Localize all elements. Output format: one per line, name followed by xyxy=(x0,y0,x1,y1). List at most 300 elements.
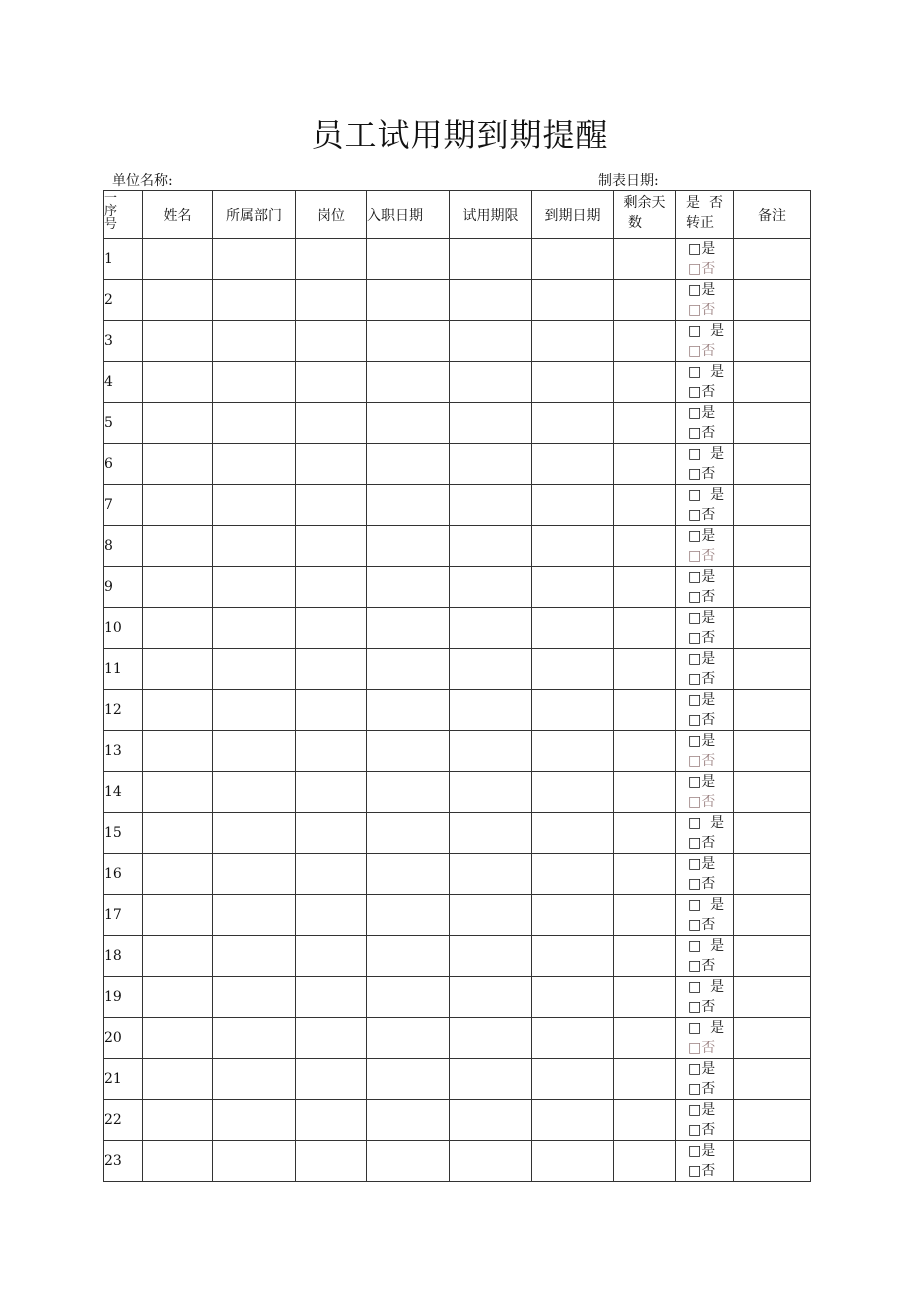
row-number: 1 xyxy=(104,239,143,280)
probation-cell[interactable] xyxy=(450,1059,532,1100)
post-cell[interactable] xyxy=(296,977,367,1018)
confirm-status-cell xyxy=(676,1141,734,1182)
department-cell[interactable] xyxy=(213,567,296,608)
name-cell[interactable] xyxy=(143,567,213,608)
row-number: 10 xyxy=(104,608,143,649)
post-cell[interactable] xyxy=(296,936,367,977)
probation-cell[interactable] xyxy=(450,649,532,690)
department-cell[interactable] xyxy=(213,977,296,1018)
name-cell[interactable] xyxy=(143,403,213,444)
expire-date-cell[interactable] xyxy=(532,895,614,936)
table-row xyxy=(104,772,811,813)
post-cell[interactable] xyxy=(296,854,367,895)
hire-date-cell[interactable] xyxy=(367,1018,450,1059)
remark-cell[interactable] xyxy=(734,813,811,854)
checkbox-yes[interactable]: □是 xyxy=(688,241,716,257)
row-number: 19 xyxy=(104,977,143,1018)
expire-date-cell[interactable] xyxy=(532,936,614,977)
hire-date-cell[interactable] xyxy=(367,567,450,608)
department-cell[interactable] xyxy=(213,772,296,813)
checkbox-no[interactable]: □否 xyxy=(688,1163,716,1179)
remaining-days-cell[interactable] xyxy=(614,854,676,895)
checkbox-yes[interactable]: □是 xyxy=(688,774,716,790)
remaining-days-cell[interactable] xyxy=(614,977,676,1018)
hire-date-cell[interactable] xyxy=(367,813,450,854)
checkbox-no[interactable]: □否 xyxy=(688,384,716,400)
expire-date-cell[interactable] xyxy=(532,1018,614,1059)
checkbox-yes[interactable]: □ 是 xyxy=(688,815,725,831)
hire-date-cell[interactable] xyxy=(367,1059,450,1100)
remaining-days-cell[interactable] xyxy=(614,1059,676,1100)
table-row xyxy=(104,321,811,362)
header-remark: 备注 xyxy=(734,191,811,239)
name-cell[interactable] xyxy=(143,649,213,690)
department-cell[interactable] xyxy=(213,1059,296,1100)
header-seq-mark: 一 xyxy=(104,191,118,206)
table-row xyxy=(104,895,811,936)
checkbox-yes[interactable]: □是 xyxy=(688,1143,716,1159)
confirm-status-cell xyxy=(676,485,734,526)
probation-cell[interactable] xyxy=(450,567,532,608)
remaining-days-cell[interactable] xyxy=(614,444,676,485)
header-name: 姓名 xyxy=(143,191,213,239)
checkbox-no[interactable]: □否 xyxy=(688,343,716,359)
header-remaining-line1: 剩余天 xyxy=(623,195,666,211)
row-number: 5 xyxy=(104,403,143,444)
post-cell[interactable] xyxy=(296,1059,367,1100)
probation-cell[interactable] xyxy=(450,239,532,280)
checkbox-no[interactable]: □否 xyxy=(688,958,716,974)
remark-cell[interactable] xyxy=(734,1141,811,1182)
expire-date-cell[interactable] xyxy=(532,608,614,649)
checkbox-yes[interactable]: □ 是 xyxy=(688,897,725,913)
hire-date-cell[interactable] xyxy=(367,239,450,280)
remaining-days-cell[interactable] xyxy=(614,321,676,362)
name-cell[interactable] xyxy=(143,1100,213,1141)
table-row xyxy=(104,813,811,854)
hire-date-cell[interactable] xyxy=(367,280,450,321)
hire-date-cell[interactable] xyxy=(367,362,450,403)
probation-cell[interactable] xyxy=(450,813,532,854)
checkbox-yes[interactable]: □是 xyxy=(688,528,716,544)
post-cell[interactable] xyxy=(296,813,367,854)
checkbox-no[interactable]: □否 xyxy=(688,1040,716,1056)
department-cell[interactable] xyxy=(213,1100,296,1141)
probation-cell[interactable] xyxy=(450,772,532,813)
remaining-days-cell[interactable] xyxy=(614,649,676,690)
department-cell[interactable] xyxy=(213,690,296,731)
table-row xyxy=(104,362,811,403)
row-number: 15 xyxy=(104,813,143,854)
confirm-status-cell xyxy=(676,1018,734,1059)
remark-cell[interactable] xyxy=(734,731,811,772)
checkbox-no[interactable]: □否 xyxy=(688,589,716,605)
post-cell[interactable] xyxy=(296,239,367,280)
remark-cell[interactable] xyxy=(734,1059,811,1100)
expire-date-cell[interactable] xyxy=(532,239,614,280)
remaining-days-cell[interactable] xyxy=(614,239,676,280)
remaining-days-cell[interactable] xyxy=(614,731,676,772)
header-hire-date: 入职日期 xyxy=(367,191,450,239)
probation-cell[interactable] xyxy=(450,280,532,321)
row-number: 21 xyxy=(104,1059,143,1100)
probation-cell[interactable] xyxy=(450,1018,532,1059)
hire-date-cell[interactable] xyxy=(367,854,450,895)
checkbox-no[interactable]: □否 xyxy=(688,1122,716,1138)
remark-cell[interactable] xyxy=(734,403,811,444)
row-number: 13 xyxy=(104,731,143,772)
remark-cell[interactable] xyxy=(734,1018,811,1059)
probation-table xyxy=(103,190,811,1182)
name-cell[interactable] xyxy=(143,444,213,485)
name-cell[interactable] xyxy=(143,1018,213,1059)
remark-cell[interactable] xyxy=(734,444,811,485)
confirm-status-cell xyxy=(676,731,734,772)
checkbox-yes[interactable]: □是 xyxy=(688,1102,716,1118)
probation-cell[interactable] xyxy=(450,854,532,895)
table-row xyxy=(104,649,811,690)
checkbox-yes[interactable]: □是 xyxy=(688,405,716,421)
confirm-status-cell xyxy=(676,813,734,854)
expire-date-cell[interactable] xyxy=(532,403,614,444)
unit-name-label: 单位名称: xyxy=(112,173,173,189)
checkbox-no[interactable]: □否 xyxy=(688,261,716,277)
row-number: 7 xyxy=(104,485,143,526)
confirm-status-cell xyxy=(676,403,734,444)
expire-date-cell[interactable] xyxy=(532,854,614,895)
probation-cell[interactable] xyxy=(450,977,532,1018)
checkbox-no[interactable]: □否 xyxy=(688,753,716,769)
table-row xyxy=(104,977,811,1018)
checkbox-no[interactable]: □否 xyxy=(688,876,716,892)
checkbox-yes[interactable]: □是 xyxy=(688,856,716,872)
checkbox-no[interactable]: □否 xyxy=(688,712,716,728)
confirm-status-cell xyxy=(676,1100,734,1141)
remaining-days-cell[interactable] xyxy=(614,567,676,608)
hire-date-cell[interactable] xyxy=(367,321,450,362)
remark-cell[interactable] xyxy=(734,1100,811,1141)
confirm-status-cell xyxy=(676,854,734,895)
header-expire-date: 到期日期 xyxy=(532,191,614,239)
probation-cell[interactable] xyxy=(450,444,532,485)
header-row xyxy=(104,191,811,239)
expire-date-cell[interactable] xyxy=(532,1141,614,1182)
expire-date-cell[interactable] xyxy=(532,485,614,526)
department-cell[interactable] xyxy=(213,362,296,403)
row-number: 2 xyxy=(104,280,143,321)
remaining-days-cell[interactable] xyxy=(614,772,676,813)
name-cell[interactable] xyxy=(143,854,213,895)
name-cell[interactable] xyxy=(143,321,213,362)
remaining-days-cell[interactable] xyxy=(614,608,676,649)
checkbox-no[interactable]: □否 xyxy=(688,917,716,933)
checkbox-yes[interactable]: □ 是 xyxy=(688,938,725,954)
checkbox-yes[interactable]: □ 是 xyxy=(688,979,725,995)
remaining-days-cell[interactable] xyxy=(614,403,676,444)
remark-cell[interactable] xyxy=(734,567,811,608)
department-cell[interactable] xyxy=(213,608,296,649)
hire-date-cell[interactable] xyxy=(367,608,450,649)
probation-cell[interactable] xyxy=(450,608,532,649)
remaining-days-cell[interactable] xyxy=(614,690,676,731)
department-cell[interactable] xyxy=(213,895,296,936)
department-cell[interactable] xyxy=(213,403,296,444)
department-cell[interactable] xyxy=(213,239,296,280)
row-number: 18 xyxy=(104,936,143,977)
expire-date-cell[interactable] xyxy=(532,444,614,485)
expire-date-cell[interactable] xyxy=(532,321,614,362)
expire-date-cell[interactable] xyxy=(532,649,614,690)
remark-cell[interactable] xyxy=(734,526,811,567)
expire-date-cell[interactable] xyxy=(532,362,614,403)
header-seq-line2: 号 xyxy=(104,217,118,232)
checkbox-no[interactable]: □否 xyxy=(688,302,716,318)
post-cell[interactable] xyxy=(296,608,367,649)
table-row xyxy=(104,690,811,731)
checkbox-no[interactable]: □否 xyxy=(688,630,716,646)
header-department: 所属部门 xyxy=(213,191,296,239)
remaining-days-cell[interactable] xyxy=(614,895,676,936)
confirm-status-cell xyxy=(676,567,734,608)
department-cell[interactable] xyxy=(213,649,296,690)
probation-cell[interactable] xyxy=(450,690,532,731)
remark-cell[interactable] xyxy=(734,608,811,649)
remark-cell[interactable] xyxy=(734,280,811,321)
checkbox-no[interactable]: □否 xyxy=(688,671,716,687)
probation-cell[interactable] xyxy=(450,403,532,444)
probation-cell[interactable] xyxy=(450,526,532,567)
confirm-status-cell xyxy=(676,772,734,813)
header-confirm-line2: 转正 xyxy=(686,215,714,231)
hire-date-cell[interactable] xyxy=(367,526,450,567)
remark-cell[interactable] xyxy=(734,485,811,526)
row-number: 23 xyxy=(104,1141,143,1182)
checkbox-yes[interactable]: □ 是 xyxy=(688,323,725,339)
expire-date-cell[interactable] xyxy=(532,526,614,567)
confirm-status-cell xyxy=(676,321,734,362)
hire-date-cell[interactable] xyxy=(367,1100,450,1141)
post-cell[interactable] xyxy=(296,1018,367,1059)
remark-cell[interactable] xyxy=(734,649,811,690)
name-cell[interactable] xyxy=(143,690,213,731)
remaining-days-cell[interactable] xyxy=(614,1141,676,1182)
table-row xyxy=(104,1018,811,1059)
remark-cell[interactable] xyxy=(734,977,811,1018)
table-row xyxy=(104,485,811,526)
hire-date-cell[interactable] xyxy=(367,403,450,444)
probation-cell[interactable] xyxy=(450,731,532,772)
expire-date-cell[interactable] xyxy=(532,690,614,731)
post-cell[interactable] xyxy=(296,772,367,813)
remaining-days-cell[interactable] xyxy=(614,526,676,567)
post-cell[interactable] xyxy=(296,1100,367,1141)
checkbox-no[interactable]: □否 xyxy=(688,425,716,441)
probation-cell[interactable] xyxy=(450,895,532,936)
post-cell[interactable] xyxy=(296,690,367,731)
name-cell[interactable] xyxy=(143,608,213,649)
hire-date-cell[interactable] xyxy=(367,936,450,977)
confirm-status-cell xyxy=(676,977,734,1018)
confirm-status-cell xyxy=(676,280,734,321)
department-cell[interactable] xyxy=(213,1141,296,1182)
checkbox-yes[interactable]: □ 是 xyxy=(688,364,725,380)
header-seq xyxy=(104,191,143,239)
hire-date-cell[interactable] xyxy=(367,649,450,690)
remaining-days-cell[interactable] xyxy=(614,1100,676,1141)
checkbox-yes[interactable]: □ 是 xyxy=(688,1020,725,1036)
remark-cell[interactable] xyxy=(734,895,811,936)
table-row xyxy=(104,1100,811,1141)
post-cell[interactable] xyxy=(296,403,367,444)
checkbox-yes[interactable]: □是 xyxy=(688,1061,716,1077)
department-cell[interactable] xyxy=(213,854,296,895)
table-row xyxy=(104,280,811,321)
checkbox-no[interactable]: □否 xyxy=(688,1081,716,1097)
post-cell[interactable] xyxy=(296,362,367,403)
probation-cell[interactable] xyxy=(450,936,532,977)
remaining-days-cell[interactable] xyxy=(614,1018,676,1059)
header-confirm-status xyxy=(676,191,734,239)
checkbox-no[interactable]: □否 xyxy=(688,466,716,482)
post-cell[interactable] xyxy=(296,567,367,608)
checkbox-no[interactable]: □否 xyxy=(688,835,716,851)
name-cell[interactable] xyxy=(143,895,213,936)
department-cell[interactable] xyxy=(213,731,296,772)
post-cell[interactable] xyxy=(296,895,367,936)
expire-date-cell[interactable] xyxy=(532,280,614,321)
hire-date-cell[interactable] xyxy=(367,895,450,936)
name-cell[interactable] xyxy=(143,772,213,813)
remaining-days-cell[interactable] xyxy=(614,280,676,321)
expire-date-cell[interactable] xyxy=(532,977,614,1018)
name-cell[interactable] xyxy=(143,362,213,403)
department-cell[interactable] xyxy=(213,1018,296,1059)
name-cell[interactable] xyxy=(143,1141,213,1182)
name-cell[interactable] xyxy=(143,239,213,280)
table-row xyxy=(104,444,811,485)
confirm-status-cell xyxy=(676,444,734,485)
name-cell[interactable] xyxy=(143,936,213,977)
remark-cell[interactable] xyxy=(734,239,811,280)
probation-cell[interactable] xyxy=(450,321,532,362)
row-number: 4 xyxy=(104,362,143,403)
post-cell[interactable] xyxy=(296,444,367,485)
probation-cell[interactable] xyxy=(450,1100,532,1141)
name-cell[interactable] xyxy=(143,526,213,567)
table-row xyxy=(104,854,811,895)
checkbox-yes[interactable]: □是 xyxy=(688,733,716,749)
department-cell[interactable] xyxy=(213,444,296,485)
table-row xyxy=(104,239,811,280)
name-cell[interactable] xyxy=(143,1059,213,1100)
expire-date-cell[interactable] xyxy=(532,731,614,772)
checkbox-yes[interactable]: □是 xyxy=(688,282,716,298)
row-number: 8 xyxy=(104,526,143,567)
row-number: 16 xyxy=(104,854,143,895)
name-cell[interactable] xyxy=(143,731,213,772)
department-cell[interactable] xyxy=(213,321,296,362)
probation-cell[interactable] xyxy=(450,362,532,403)
confirm-status-cell xyxy=(676,895,734,936)
checkbox-yes[interactable]: □ 是 xyxy=(688,487,725,503)
row-number: 6 xyxy=(104,444,143,485)
expire-date-cell[interactable] xyxy=(532,813,614,854)
name-cell[interactable] xyxy=(143,280,213,321)
checkbox-yes[interactable]: □ 是 xyxy=(688,446,725,462)
checkbox-no[interactable]: □否 xyxy=(688,548,716,564)
expire-date-cell[interactable] xyxy=(532,772,614,813)
department-cell[interactable] xyxy=(213,485,296,526)
remaining-days-cell[interactable] xyxy=(614,813,676,854)
probation-cell[interactable] xyxy=(450,485,532,526)
checkbox-no[interactable]: □否 xyxy=(688,999,716,1015)
checkbox-no[interactable]: □否 xyxy=(688,507,716,523)
post-cell[interactable] xyxy=(296,1141,367,1182)
department-cell[interactable] xyxy=(213,936,296,977)
remark-cell[interactable] xyxy=(734,362,811,403)
name-cell[interactable] xyxy=(143,485,213,526)
hire-date-cell[interactable] xyxy=(367,485,450,526)
table-row xyxy=(104,526,811,567)
confirm-status-cell xyxy=(676,526,734,567)
row-number: 14 xyxy=(104,772,143,813)
probation-cell[interactable] xyxy=(450,1141,532,1182)
hire-date-cell[interactable] xyxy=(367,772,450,813)
remark-cell[interactable] xyxy=(734,772,811,813)
remark-cell[interactable] xyxy=(734,936,811,977)
table-row xyxy=(104,936,811,977)
name-cell[interactable] xyxy=(143,977,213,1018)
post-cell[interactable] xyxy=(296,526,367,567)
department-cell[interactable] xyxy=(213,280,296,321)
hire-date-cell[interactable] xyxy=(367,731,450,772)
remaining-days-cell[interactable] xyxy=(614,485,676,526)
post-cell[interactable] xyxy=(296,731,367,772)
confirm-status-cell xyxy=(676,690,734,731)
checkbox-yes[interactable]: □是 xyxy=(688,651,716,667)
header-probation-period: 试用期限 xyxy=(450,191,532,239)
post-cell[interactable] xyxy=(296,649,367,690)
checkbox-yes[interactable]: □是 xyxy=(688,569,716,585)
checkbox-yes[interactable]: □是 xyxy=(688,610,716,626)
department-cell[interactable] xyxy=(213,526,296,567)
post-cell[interactable] xyxy=(296,321,367,362)
post-cell[interactable] xyxy=(296,485,367,526)
row-number: 3 xyxy=(104,321,143,362)
remark-cell[interactable] xyxy=(734,321,811,362)
remark-cell[interactable] xyxy=(734,690,811,731)
post-cell[interactable] xyxy=(296,280,367,321)
name-cell[interactable] xyxy=(143,813,213,854)
department-cell[interactable] xyxy=(213,813,296,854)
hire-date-cell[interactable] xyxy=(367,977,450,1018)
expire-date-cell[interactable] xyxy=(532,1059,614,1100)
table-row xyxy=(104,567,811,608)
checkbox-no[interactable]: □否 xyxy=(688,794,716,810)
checkbox-yes[interactable]: □是 xyxy=(688,692,716,708)
hire-date-cell[interactable] xyxy=(367,690,450,731)
hire-date-cell[interactable] xyxy=(367,444,450,485)
table-row xyxy=(104,403,811,444)
expire-date-cell[interactable] xyxy=(532,567,614,608)
table-row xyxy=(104,731,811,772)
remark-cell[interactable] xyxy=(734,854,811,895)
remaining-days-cell[interactable] xyxy=(614,362,676,403)
hire-date-cell[interactable] xyxy=(367,1141,450,1182)
remaining-days-cell[interactable] xyxy=(614,936,676,977)
expire-date-cell[interactable] xyxy=(532,1100,614,1141)
header-confirm-line1: 是 否 xyxy=(686,195,723,211)
